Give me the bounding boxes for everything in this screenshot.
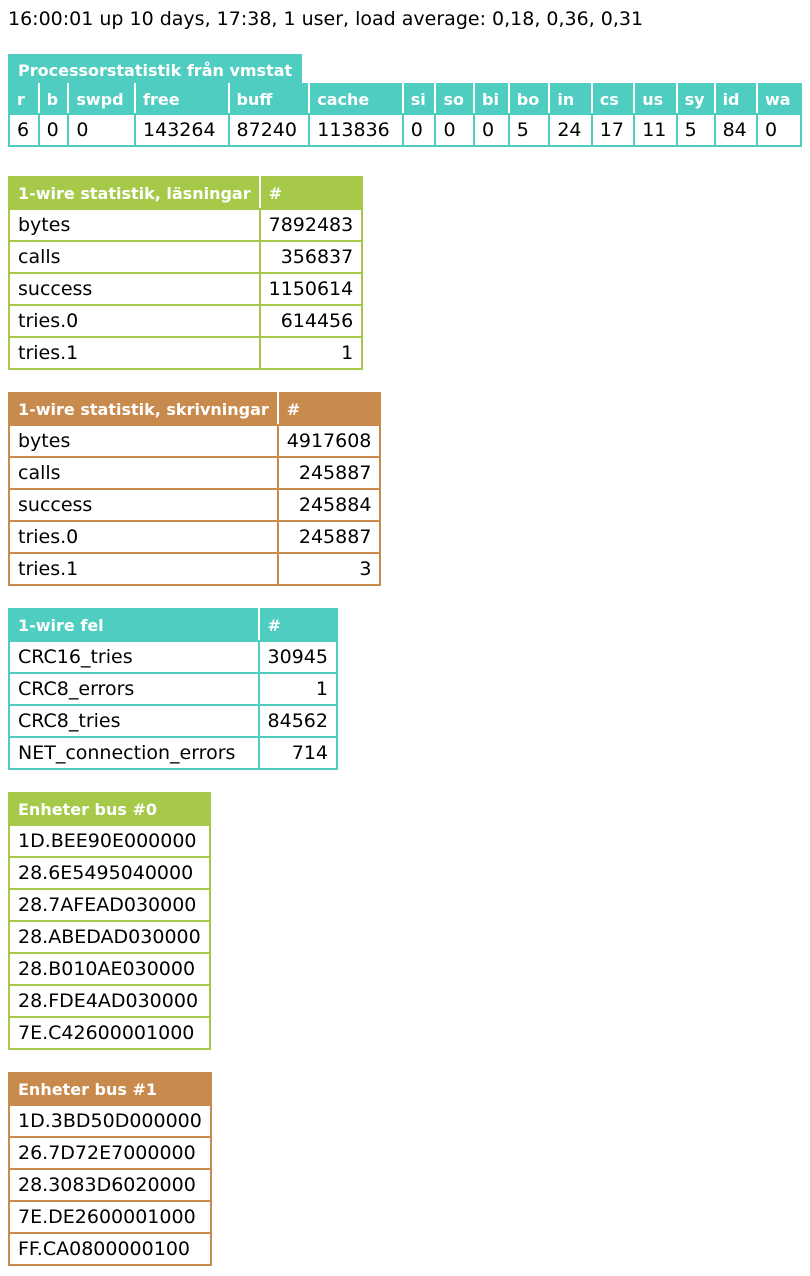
- vmstat-value: 0: [474, 114, 509, 146]
- stat-value: 3: [278, 553, 381, 585]
- stat-value: 1: [260, 337, 363, 369]
- stat-label: tries.1: [9, 553, 278, 585]
- errors-title: 1-wire fel: [9, 609, 259, 641]
- vmstat-value: 0: [403, 114, 436, 146]
- writes-title: 1-wire statistik, skrivningar: [9, 393, 278, 425]
- table-row: [9, 553, 380, 585]
- vmstat-col-b: b: [39, 84, 69, 114]
- list-item: [9, 1169, 211, 1201]
- vmstat-header-row: [9, 84, 801, 114]
- list-item: [9, 1105, 211, 1137]
- bus1-table: [8, 1072, 212, 1266]
- bus0-header-row: [9, 793, 210, 825]
- uptime-line: 16:00:01 up 10 days, 17:38, 1 user, load average: 0,18, 0,36, 0,31: [8, 8, 644, 30]
- vmstat-value: 5: [509, 114, 550, 146]
- stat-value: 245887: [278, 457, 381, 489]
- bus1-section: [8, 1072, 212, 1266]
- vmstat-value: 0: [39, 114, 69, 146]
- list-item: [9, 857, 210, 889]
- vmstat-col-free: free: [135, 84, 228, 114]
- device-id: 1D.3BD50D000000: [9, 1105, 211, 1137]
- vmstat-value: 17: [592, 114, 634, 146]
- vmstat-value: 24: [549, 114, 591, 146]
- device-id: 28.ABEDAD030000: [9, 921, 210, 953]
- bus0-title: Enheter bus #0: [9, 793, 210, 825]
- reads-count-header: #: [260, 177, 363, 209]
- stat-label: bytes: [9, 425, 278, 457]
- device-id: 26.7D72E7000000: [9, 1137, 211, 1169]
- vmstat-value: 6: [9, 114, 39, 146]
- stat-label: CRC8_tries: [9, 705, 259, 737]
- table-row: [9, 425, 380, 457]
- list-item: [9, 1017, 210, 1049]
- list-item: [9, 1137, 211, 1169]
- device-id: 7E.C42600001000: [9, 1017, 210, 1049]
- stat-label: success: [9, 273, 260, 305]
- device-id: 28.7AFEAD030000: [9, 889, 210, 921]
- reads-section: [8, 176, 363, 370]
- writes-count-header: #: [278, 393, 381, 425]
- vmstat-col-cs: cs: [592, 84, 634, 114]
- stat-label: tries.0: [9, 521, 278, 553]
- device-id: 1D.BEE90E000000: [9, 825, 210, 857]
- stat-value: 7892483: [260, 209, 363, 241]
- device-id: 28.B010AE030000: [9, 953, 210, 985]
- stat-label: tries.1: [9, 337, 260, 369]
- stat-value: 614456: [260, 305, 363, 337]
- table-row: [9, 673, 337, 705]
- stat-value: 1: [259, 673, 337, 705]
- vmstat-col-in: in: [549, 84, 591, 114]
- stat-value: 714: [259, 737, 337, 769]
- list-item: [9, 985, 210, 1017]
- stat-value: 4917608: [278, 425, 381, 457]
- vmstat-value: 87240: [229, 114, 310, 146]
- stat-label: NET_connection_errors: [9, 737, 259, 769]
- reads-title: 1-wire statistik, läsningar: [9, 177, 260, 209]
- errors-count-header: #: [259, 609, 337, 641]
- device-id: 7E.DE2600001000: [9, 1201, 211, 1233]
- vmstat-value: 84: [715, 114, 757, 146]
- vmstat-col-bo: bo: [509, 84, 550, 114]
- vmstat-caption: Processorstatistik från vmstat: [8, 54, 302, 83]
- stat-label: bytes: [9, 209, 260, 241]
- stat-value: 1150614: [260, 273, 363, 305]
- table-row: [9, 241, 362, 273]
- table-row: [9, 457, 380, 489]
- list-item: [9, 1233, 211, 1265]
- vmstat-col-so: so: [435, 84, 474, 114]
- vmstat-col-cache: cache: [309, 84, 402, 114]
- table-row: [9, 337, 362, 369]
- vmstat-col-id: id: [715, 84, 757, 114]
- vmstat-value: 0: [435, 114, 474, 146]
- vmstat-col-buff: buff: [229, 84, 310, 114]
- writes-table: [8, 392, 381, 586]
- list-item: [9, 1201, 211, 1233]
- stat-label: tries.0: [9, 305, 260, 337]
- bus1-header-row: [9, 1073, 211, 1105]
- vmstat-value: 143264: [135, 114, 228, 146]
- table-row: [9, 305, 362, 337]
- list-item: [9, 889, 210, 921]
- stat-label: CRC8_errors: [9, 673, 259, 705]
- list-item: [9, 953, 210, 985]
- vmstat-value: 11: [634, 114, 676, 146]
- device-id: 28.6E5495040000: [9, 857, 210, 889]
- vmstat-value: 5: [677, 114, 715, 146]
- reads-table: [8, 176, 363, 370]
- errors-table: [8, 608, 338, 770]
- writes-header-row: [9, 393, 380, 425]
- bus0-table: [8, 792, 211, 1050]
- bus0-section: [8, 792, 211, 1050]
- device-id: 28.3083D6020000: [9, 1169, 211, 1201]
- table-row: [9, 641, 337, 673]
- bus1-title: Enheter bus #1: [9, 1073, 211, 1105]
- table-row: [9, 705, 337, 737]
- vmstat-value-row: [9, 114, 801, 146]
- vmstat-col-wa: wa: [757, 84, 801, 114]
- vmstat-value: 0: [68, 114, 135, 146]
- errors-header-row: [9, 609, 337, 641]
- table-row: [9, 489, 380, 521]
- vmstat-col-si: si: [403, 84, 436, 114]
- table-row: [9, 521, 380, 553]
- device-id: 28.FDE4AD030000: [9, 985, 210, 1017]
- vmstat-col-r: r: [9, 84, 39, 114]
- stat-value: 245887: [278, 521, 381, 553]
- vmstat-col-sy: sy: [677, 84, 715, 114]
- reads-header-row: [9, 177, 362, 209]
- stat-value: 245884: [278, 489, 381, 521]
- table-row: [9, 737, 337, 769]
- vmstat-section: [8, 54, 802, 147]
- stat-label: calls: [9, 457, 278, 489]
- stat-label: CRC16_tries: [9, 641, 259, 673]
- vmstat-value: 0: [757, 114, 801, 146]
- stat-value: 356837: [260, 241, 363, 273]
- table-row: [9, 273, 362, 305]
- vmstat-col-swpd: swpd: [68, 84, 135, 114]
- errors-section: [8, 608, 338, 770]
- vmstat-value: 113836: [309, 114, 402, 146]
- table-row: [9, 209, 362, 241]
- stat-value: 84562: [259, 705, 337, 737]
- stat-value: 30945: [259, 641, 337, 673]
- writes-section: [8, 392, 381, 586]
- vmstat-col-bi: bi: [474, 84, 509, 114]
- list-item: [9, 825, 210, 857]
- device-id: FF.CA0800000100: [9, 1233, 211, 1265]
- stat-label: success: [9, 489, 278, 521]
- vmstat-col-us: us: [634, 84, 676, 114]
- list-item: [9, 921, 210, 953]
- vmstat-table: [8, 83, 802, 147]
- stat-label: calls: [9, 241, 260, 273]
